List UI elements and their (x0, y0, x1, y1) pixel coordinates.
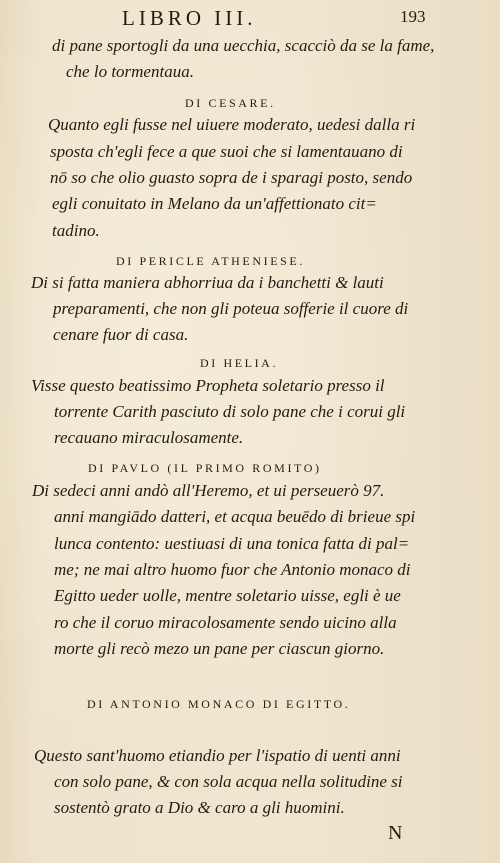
signature-mark: N (388, 822, 403, 844)
running-head: LIBRO III. (122, 6, 257, 30)
text-line: con solo pane, & con sola acqua nella solitudine si (54, 772, 403, 791)
section-heading: DI PAVLO (IL PRIMO ROMITO) (88, 461, 322, 475)
text-line: Di si fatta maniera abhorriua da i banchetti & lauti (31, 273, 384, 292)
text-line: preparamenti, che non gli poteua sofferie il cuore di (53, 299, 409, 318)
text-line: Quanto egli fusse nel uiuere moderato, uedesi dalla ri (48, 115, 416, 134)
text-line: sposta ch'egli fece a que suoi che si lamentauano di (50, 142, 403, 161)
text-line: Egitto ueder uolle, mentre soletario uisse, egli è ue (54, 586, 401, 605)
section-heading: DI CESARE. (185, 96, 276, 110)
text-line: egli conuitato in Melano da un'affettionato cit= (52, 194, 377, 213)
text-line: me; ne mai altro huomo fuor che Antonio monaco di (54, 560, 411, 579)
section-heading: DI ANTONIO MONACO DI EGITTO. (87, 697, 351, 711)
section-heading: DI PERICLE ATHENIESE. (116, 254, 305, 268)
page-header (0, 6, 500, 32)
text-line: tadino. (52, 221, 100, 240)
text-line: che lo tormentaua. (66, 62, 194, 81)
text-line: Questo sant'huomo etiandio per l'ispatio di uenti anni (34, 746, 401, 765)
text-line: lunca contento: uestiuasi di una tonica fatta di pal= (54, 534, 410, 553)
text-line: Di sedeci anni andò all'Heremo, et ui perseuerò 97. (32, 481, 385, 500)
section-heading: DI HELIA. (200, 356, 279, 370)
text-line: di pane sportogli da una uecchia, scacciò da se la fame, (52, 36, 435, 55)
text-line: nō so che olio guasto sopra de i sparagi posto, sendo (50, 168, 413, 187)
text-line: cenare fuor di casa. (53, 325, 189, 344)
text-line: torrente Carith pasciuto di solo pane che i corui gli (54, 402, 406, 421)
text-line: anni mangiādo datteri, et acqua beuēdo di brieue spi (54, 507, 416, 526)
show-through-text (438, 60, 500, 360)
page-number: 193 (400, 7, 426, 26)
text-line: sostentò grato a Dio & caro a gli huomini. (54, 798, 345, 817)
text-line: ro che il coruo miracolosamente sendo uicino alla (54, 613, 397, 632)
text-line: morte gli recò mezo un pane per ciascun giorno. (54, 639, 385, 658)
text-line: Visse questo beatissimo Propheta soletario presso il (31, 376, 385, 395)
text-line: recauano miraculosamente. (54, 428, 244, 447)
